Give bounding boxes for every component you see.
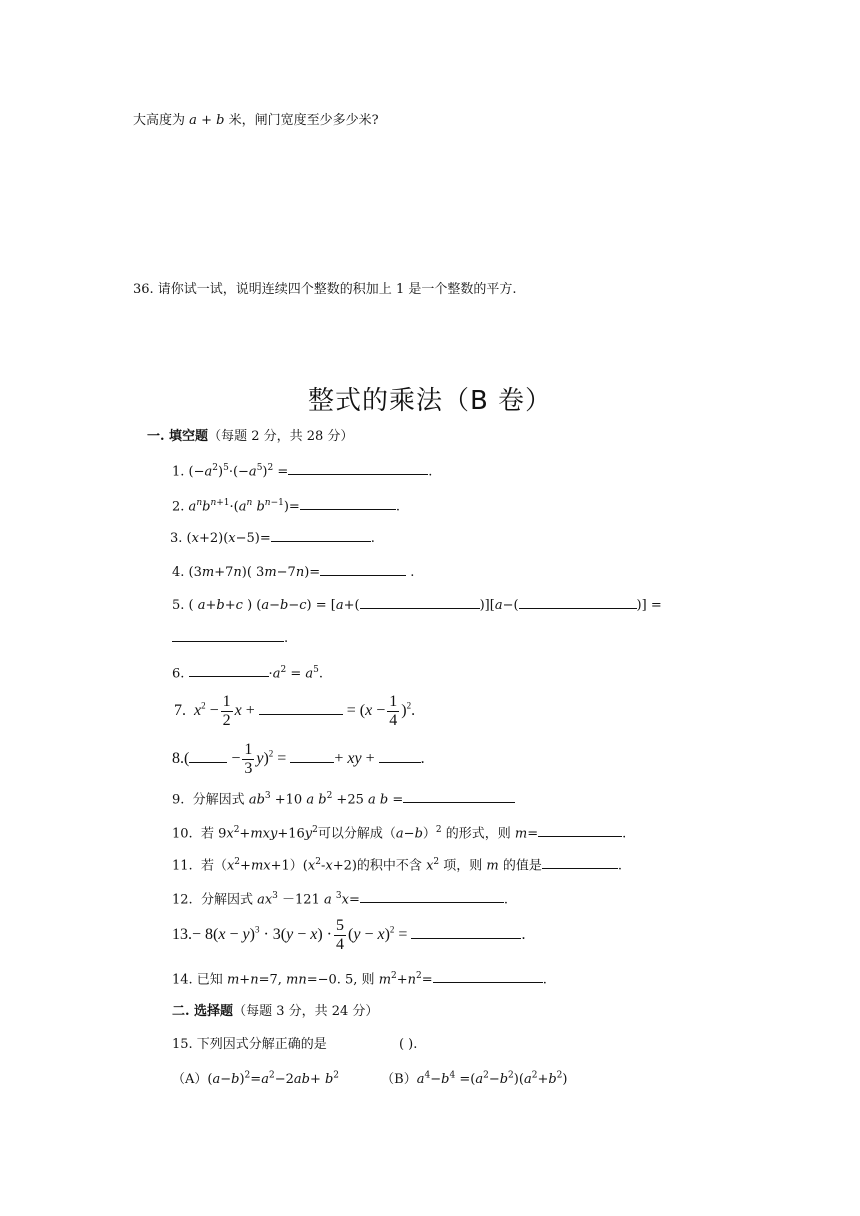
section-2-note: （每题 3 分，共 24 分） [233, 1004, 379, 1019]
question-2: 2. $a^nb^{n+1}\cdot(a^n$ $b^{n-1})=$ . [172, 498, 400, 515]
option-b: $(B)a^4-b^4 =(a^2-b^2)(a^2+b^2)$ [381, 1071, 568, 1088]
question-5: 5. ( a+b+c ) (a−b−c) = [a+( )][a−( )] = [172, 598, 662, 613]
question-15-text: 15. 下列因式分解正确的是 [172, 1037, 327, 1052]
section-2-label: 二. 选择题 [172, 1004, 234, 1019]
section-1-note: （每题 2 分，共 28 分） [208, 429, 354, 444]
question-6: 6. $\cdot a^2 = a^5$. [172, 665, 323, 682]
question-10: 10. 若 $9x^2+mxy+16y^2$可以分解成$(a-b)^2$ 的形式，则 m= . [172, 825, 627, 842]
question-7: 7. $x^2$ − $\frac{1}{2}$ x + = (x − $\frac{1}{4}$ )$^2$. [174, 693, 416, 729]
answer-paren: ( ). [398, 1037, 418, 1052]
text-pre: 大高度为 [133, 113, 186, 128]
page-title: 整式的乘法（B 卷） [307, 386, 553, 416]
section-2-heading [172, 1004, 378, 1020]
var-a: a [189, 113, 197, 128]
option-b-label: （B） [381, 1072, 417, 1088]
text-post: 米，闸门宽度至少多少米? [228, 113, 379, 128]
question-11: 11. 若$(x^2+mx+1)(x^2-x+2)$的积中不含 $x^2$ 项，则 m 的值是 . [172, 857, 623, 874]
continued-question-text [133, 113, 379, 129]
question-15 [172, 1037, 417, 1053]
question-15-options [172, 1071, 567, 1088]
question-5-continued: . [172, 631, 288, 647]
question-3: 3. (x+2)(x−5)= . [170, 531, 375, 546]
question-9: 9. 分解因式 $ab^3 +10$ a $b^2 +25$ a b = [172, 791, 515, 808]
option-a: $(A)(a-b)^2=a^2-2ab+ b^2$ [172, 1071, 340, 1088]
question-13: $13.- 8(x - y)^3 \cdot 3(y - x)$ · $\frac{5}{4}$ $(y - x)^2$ = . [172, 917, 526, 953]
section-1-label: 一. 填空题 [147, 429, 209, 444]
question-1: 1. $(-a^2)^5\cdot(-a^5)^2$ = . [172, 463, 433, 480]
question-36: 36. 请你试一试，说明连续四个整数的积加上 1 是一个整数的平方. [133, 282, 517, 297]
plus-sign: + [201, 113, 212, 128]
question-12: 12. 分解因式 $ax^3 -121$ a $^3$x= . [172, 891, 509, 908]
question-4: 4. (3m+7n)( 3m−7n)= . [172, 565, 415, 580]
question-14: 14. 已知 m+n=7, mn=−0. 5, 则 $m^2+n^2=$ . [172, 971, 547, 988]
option-a-label: （A） [172, 1072, 208, 1088]
var-b: b [216, 113, 225, 128]
question-8: 8.( − $\frac{1}{3}$ y)$^2$ = + xy + . [172, 741, 425, 777]
section-1-heading [147, 429, 353, 445]
